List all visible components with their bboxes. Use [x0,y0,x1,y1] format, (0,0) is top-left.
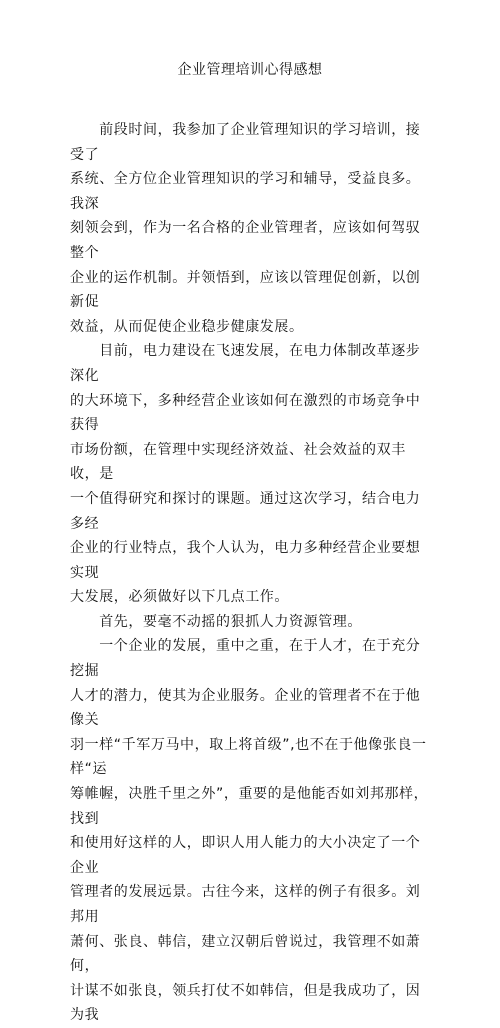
paragraph-talent: 一个企业的发展，重中之重，在于人才，在于充分挖掘 人才的潜力，使其为企业服务。企业的管理者不在于他像关 羽一样“千军万马中，取上将首级”,也不在于他像张良一样“运 筹帷幄，决胜千里之外”，重要的是他能否如刘邦那样，找到 和使用好这样的人，即识人用人能力的大小决定了一个企业 管理者的发展远景。古往今来，这样的例子有很多。刘邦用 萧何、张良、韩信，建立汉朝后曾说过，我管理不如萧何， 计谋不如张良，领兵打仗不如韩信，但是我成功了，因为我 [70,638,429,1024]
document-page [70,60,430,1028]
paragraph-background: 目前，电力建设在飞速发展，在电力体制改革逐步深化 的大环境下，多种经营企业该如何在激烈的市场竞争中获得 市场份额，在管理中实现经济效益、社会效益的双丰收，是 一个值得研究和探讨的课题。通过这次学习，结合电力多经 企业的行业特点，我个人认为，电力多种经营企业要想实现 大发展，必须做好以下几点工作。 [70,343,421,606]
paragraph-first-point: 首先，要毫不动摇的狠抓人力资源管理。 [70,613,362,630]
paragraph-intro: 前段时间，我参加了企业管理知识的学习培训，接受了 系统、全方位企业管理知识的学习和辅导，受益良多。我深 刻领会到，作为一名合格的企业管理者，应该如何驾驭整个 企业的运作机制。并领悟到，应该以管理促创新，以创新促 效益，从而促使企业稳步健康发展。 [70,122,421,335]
document-title: 企业管理培训心得感想 [177,62,323,78]
